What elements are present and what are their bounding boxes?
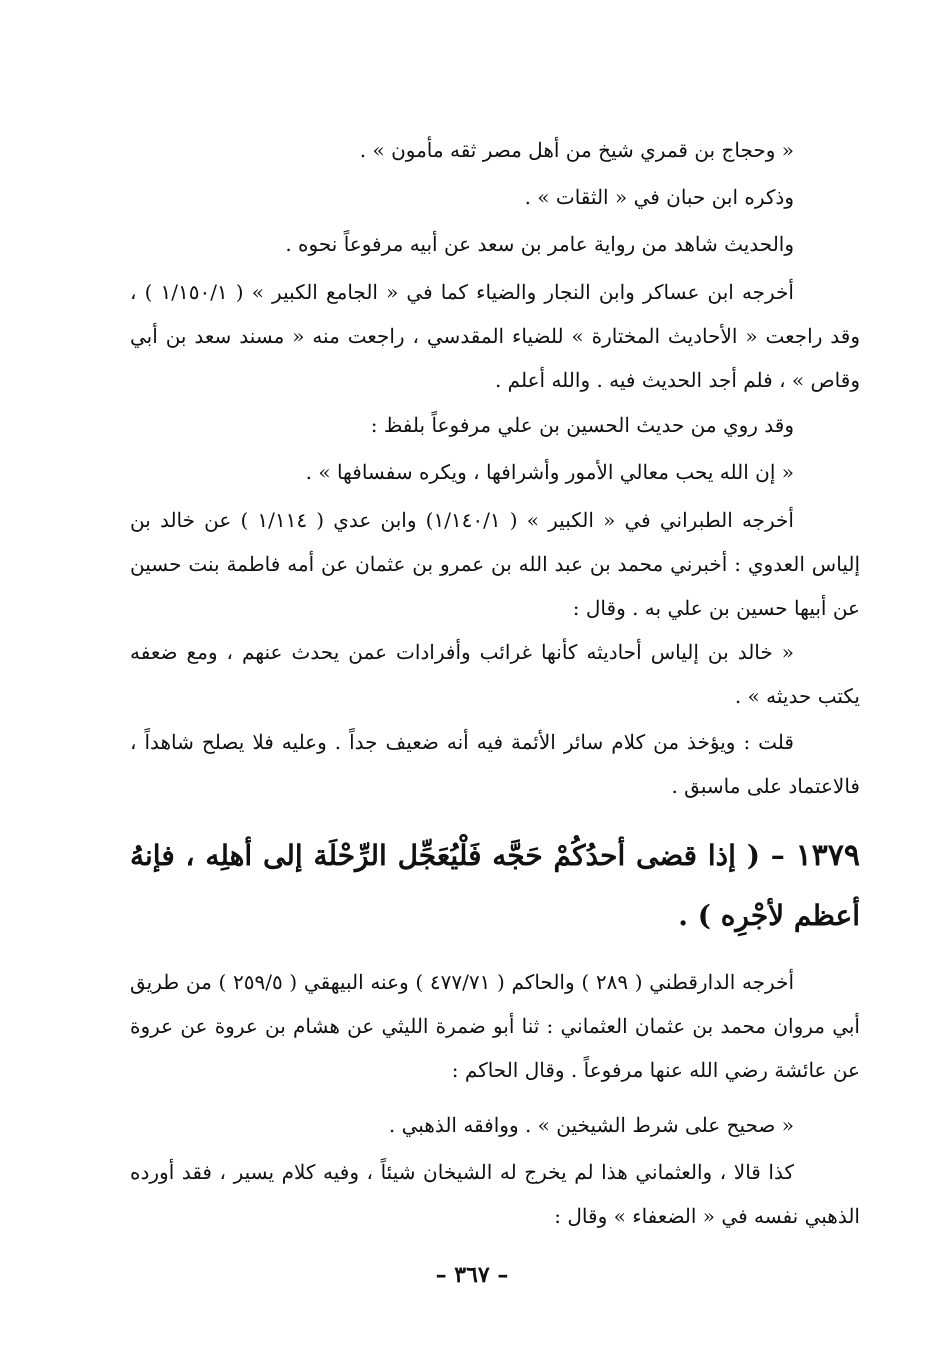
paragraph-8: « خالد بن إلياس أحاديثه كأنها غرائب وأفرادات عمن يحدث عنهم ، ومع ضعفه يكتب حديثه » . (130, 640, 860, 708)
paragraph-7: أخرجه الطبراني في « الكبير » ( ١/١٤٠/١) وابن عدي ( ١/١١٤ ) عن خالد بن إلياس العدوي : أخبرني محمد بن عبد الله بن عمرو بن عثمان عن أمه فاطمة بنت حسين عن أبيها حسين بن علي به . وقال : (130, 508, 860, 620)
paragraph-6: « إن الله يحب معالي الأمور وأشرافها ، ويكره سفسافها » . (305, 460, 794, 484)
paragraph-12: كذا قالا ، والعثماني هذا لم يخرج له الشيخان شيئاً ، وفيه كلام يسير ، فقد أورده الذهبي نفسه في « الضعفاء » وقال : (130, 1160, 860, 1228)
hadith-heading (130, 826, 860, 946)
paragraph-3: والحديث شاهد من رواية عامر بن سعد عن أبيه مرفوعاً نحوه . (285, 232, 794, 256)
hadith-text: – ( إذا قضى أحدُكُمْ حَجَّه فَلْيُعَجِّل الرِّحْلَة إلى أهلِه ، فإنهُ أعظم لأجْرِه ) . (130, 839, 860, 932)
paragraph-2: وذكره ابن حبان في « الثقات » . (524, 185, 794, 209)
paragraph-4: أخرجه ابن عساكر وابن النجار والضياء كما في « الجامع الكبير » ( ١/١٥٠/١ ) ، وقد راجعت « الأحاديث المختارة » للضياء المقدسي ، راجعت منه « مسند سعد بن أبي وقاص » ، فلم أجد الحديث فيه . والله أعلم . (130, 280, 860, 392)
paragraph-11: « صحيح على شرط الشيخين » . ووافقه الذهبي . (388, 1113, 794, 1137)
paragraph-5: وقد روي من حديث الحسين بن علي مرفوعاً بلفظ : (370, 413, 794, 437)
paragraph-1: « وحجاج بن قمري شيخ من أهل مصر ثقه مأمون » . (359, 138, 794, 162)
hadith-number: ١٣٧٩ (795, 838, 861, 873)
paragraph-9: قلت : ويؤخذ من كلام سائر الأئمة فيه أنه ضعيف جداً . وعليه فلا يصلح شاهداً ، فالاعتماد على ماسبق . (130, 730, 860, 798)
page-number: – ٣٦٧ – (435, 1262, 509, 1288)
paragraph-10: أخرجه الدارقطني ( ٢٨٩ ) والحاكم ( ٤٧٧/٧١ ) وعنه البيهقي ( ٢٥٩/٥ ) من طريق أبي مروان محمد بن عثمان العثماني : ثنا أبو ضمرة الليثي عن هشام بن عروة عن عروة عن عائشة رضي الله عنها مرفوعاً . وقال الحاكم : (130, 970, 860, 1082)
